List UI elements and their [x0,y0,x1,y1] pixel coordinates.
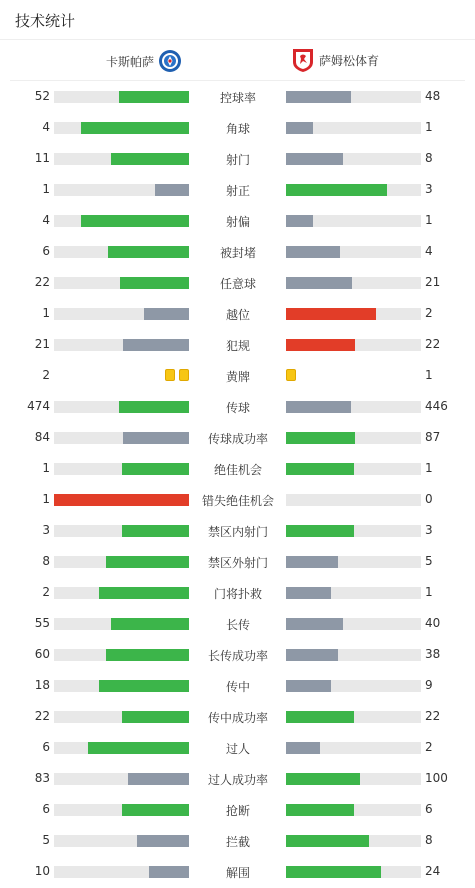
home-bar-fill [106,649,189,661]
home-value: 3 [42,523,50,537]
home-bar-track [54,835,189,847]
away-value: 2 [425,306,433,320]
home-bar-fill [120,277,189,289]
away-value: 22 [425,337,441,351]
stat-row [0,205,475,236]
away-value: 1 [425,368,433,382]
away-bar-fill [286,401,351,413]
home-bar-track [54,649,189,661]
stat-row [0,639,475,670]
away-value: 0 [425,492,433,506]
away-bar-track [286,215,421,227]
away-value: 48 [425,89,441,103]
stat-name: 被封堵 [219,246,256,260]
home-bar-fill [111,153,189,165]
away-bar-fill [286,618,343,630]
home-value: 22 [34,275,50,289]
home-value: 474 [27,399,50,413]
home-value: 11 [34,151,50,165]
away-bar-track [286,866,421,878]
away-bar-fill [286,277,352,289]
away-value: 1 [425,461,433,475]
stat-row [0,174,475,205]
away-value: 24 [425,864,441,878]
home-bar-fill [122,525,190,537]
away-bar-track [286,711,421,723]
away-bar-track [286,773,421,785]
stat-row [0,701,475,732]
away-bar-track [286,401,421,413]
away-value: 21 [425,275,441,289]
home-value: 1 [42,306,50,320]
home-value: 1 [42,492,50,506]
stat-row [0,608,475,639]
home-value: 6 [42,740,50,754]
home-bar-track [54,525,189,537]
stat-row [0,856,475,887]
stat-row [0,670,475,701]
home-bar-track [54,680,189,692]
home-value: 4 [42,213,50,227]
away-value: 1 [425,585,433,599]
home-value: 6 [42,244,50,258]
away-bar-track [286,742,421,754]
home-bar-track [54,742,189,754]
away-bar-fill [286,122,313,134]
home-team-name: 卡斯帕萨 [105,54,154,69]
stat-name: 传球 [225,401,250,415]
home-bar-track [54,401,189,413]
home-bar-track [54,587,189,599]
away-bar-fill [286,587,331,599]
home-bar-fill [122,711,190,723]
home-value: 1 [42,461,50,475]
away-value: 8 [425,151,433,165]
home-bar-fill [88,742,189,754]
away-bar-track [286,339,421,351]
yellow-card-icon [286,369,296,381]
home-value: 83 [34,771,50,785]
stat-name: 传中成功率 [207,711,268,725]
stat-row [0,732,475,763]
stat-name: 过人 [225,742,250,756]
stat-name: 错失绝佳机会 [201,494,274,508]
home-bar-fill [119,91,189,103]
home-bar-track [54,339,189,351]
away-yellow-cards [286,369,296,381]
away-value: 3 [425,182,433,196]
home-bar-track [54,494,189,506]
home-bar-track [54,618,189,630]
home-bar-fill [122,463,190,475]
stat-row [0,515,475,546]
away-value: 446 [425,399,448,413]
away-bar-track [286,308,421,320]
home-value: 6 [42,802,50,816]
away-team-crest-icon [292,47,314,73]
stat-name: 射偏 [225,215,250,229]
home-bar-track [54,277,189,289]
yellow-card-icon [179,369,189,381]
home-bar-track [54,215,189,227]
teams-bar [10,41,465,81]
stat-row [0,453,475,484]
stat-name: 任意球 [219,277,256,291]
home-bar-fill [111,618,189,630]
away-bar-track [286,618,421,630]
home-bar-track [54,153,189,165]
away-bar-track [286,246,421,258]
stat-name: 解围 [225,866,250,880]
away-bar-fill [286,432,355,444]
away-bar-fill [286,308,376,320]
home-bar-track [54,866,189,878]
home-value: 52 [34,89,50,103]
home-bar-fill [123,432,189,444]
stat-name: 拦截 [225,835,250,849]
stat-name: 角球 [225,122,250,136]
away-bar-track [286,587,421,599]
home-value: 8 [42,554,50,568]
away-value: 87 [425,430,441,444]
away-bar-track [286,432,421,444]
home-bar-fill [122,804,190,816]
home-value: 10 [34,864,50,878]
stat-name: 长传成功率 [207,649,268,663]
stat-name: 射正 [225,184,250,198]
away-value: 5 [425,554,433,568]
home-value: 55 [34,616,50,630]
stat-row [0,577,475,608]
away-team[interactable] [292,47,379,73]
home-bar-track [54,773,189,785]
page-title: 技术统计 [15,12,76,30]
home-bar-fill [108,246,189,258]
home-bar-track [54,308,189,320]
stat-row [0,422,475,453]
stat-row [0,81,475,112]
home-bar-fill [155,184,189,196]
away-bar-fill [286,339,355,351]
away-value: 4 [425,244,433,258]
stats-list [0,81,475,887]
away-bar-fill [286,804,354,816]
home-bar-track [54,91,189,103]
home-value: 1 [42,182,50,196]
home-bar-fill [54,494,189,506]
away-bar-track [286,153,421,165]
home-value: 2 [42,368,50,382]
away-bar-track [286,835,421,847]
home-team-crest-icon [158,49,182,73]
stat-name: 传球成功率 [207,432,268,446]
home-bar-fill [81,122,189,134]
away-bar-track [286,649,421,661]
away-bar-track [286,680,421,692]
stat-name: 禁区内射门 [207,525,268,539]
away-bar-fill [286,556,338,568]
home-value: 18 [34,678,50,692]
away-bar-fill [286,184,387,196]
away-bar-fill [286,91,351,103]
away-value: 40 [425,616,441,630]
away-bar-fill [286,742,320,754]
home-bar-fill [81,215,189,227]
home-bar-fill [119,401,189,413]
away-value: 1 [425,120,433,134]
home-team[interactable] [106,49,182,73]
home-bar-track [54,246,189,258]
away-value: 1 [425,213,433,227]
stat-row [0,329,475,360]
home-value: 60 [34,647,50,661]
home-value: 22 [34,709,50,723]
stat-name: 门将扑救 [213,587,262,601]
away-value: 100 [425,771,448,785]
stat-name: 过人成功率 [207,773,268,787]
away-bar-fill [286,835,369,847]
stat-row [0,391,475,422]
away-bar-fill [286,463,354,475]
home-bar-track [54,804,189,816]
away-bar-fill [286,525,354,537]
stat-row [0,794,475,825]
home-value: 2 [42,585,50,599]
home-yellow-cards [165,369,189,381]
home-bar-fill [99,587,189,599]
stat-name: 禁区外射门 [207,556,268,570]
stat-row [0,236,475,267]
home-value: 21 [34,337,50,351]
away-bar-fill [286,680,331,692]
away-bar-fill [286,246,340,258]
stat-name: 绝佳机会 [213,463,262,477]
away-bar-track [286,494,421,506]
home-value: 84 [34,430,50,444]
stat-name: 犯规 [225,339,250,353]
away-value: 2 [425,740,433,754]
away-bar-track [286,804,421,816]
home-value: 5 [42,833,50,847]
stat-row [0,360,475,391]
home-bar-fill [123,339,189,351]
away-value: 22 [425,709,441,723]
home-bar-fill [106,556,189,568]
away-bar-track [286,277,421,289]
away-bar-track [286,184,421,196]
home-bar-fill [144,308,189,320]
home-bar-fill [99,680,189,692]
away-bar-track [286,122,421,134]
stat-name: 控球率 [219,91,256,105]
stat-row [0,267,475,298]
away-bar-fill [286,866,381,878]
away-bar-track [286,556,421,568]
stat-row [0,298,475,329]
home-value: 4 [42,120,50,134]
home-bar-fill [137,835,189,847]
away-bar-track [286,91,421,103]
home-bar-track [54,122,189,134]
home-bar-track [54,184,189,196]
away-value: 38 [425,647,441,661]
home-bar-fill [149,866,189,878]
stat-name: 传中 [225,680,250,694]
away-value: 9 [425,678,433,692]
stat-row [0,112,475,143]
home-bar-track [54,463,189,475]
away-bar-fill [286,215,313,227]
home-bar-track [54,432,189,444]
away-bar-fill [286,649,338,661]
away-value: 6 [425,802,433,816]
stats-header [0,0,475,40]
away-bar-track [286,525,421,537]
home-bar-fill [128,773,189,785]
stat-row [0,546,475,577]
stat-row [0,825,475,856]
away-bar-fill [286,773,360,785]
stat-name: 抢断 [225,804,250,818]
stat-row [0,484,475,515]
away-bar-track [286,463,421,475]
away-bar-fill [286,711,354,723]
away-bar-fill [286,153,343,165]
away-value: 3 [425,523,433,537]
stat-name: 射门 [225,153,250,167]
away-value: 8 [425,833,433,847]
home-bar-track [54,556,189,568]
stat-row [0,763,475,794]
away-team-name: 萨姆松体育 [319,53,380,68]
stat-row [0,143,475,174]
stat-name: 长传 [225,618,250,632]
stat-name: 越位 [225,308,250,322]
yellow-card-icon [165,369,175,381]
home-bar-track [54,711,189,723]
stat-name: 黄牌 [225,370,250,384]
